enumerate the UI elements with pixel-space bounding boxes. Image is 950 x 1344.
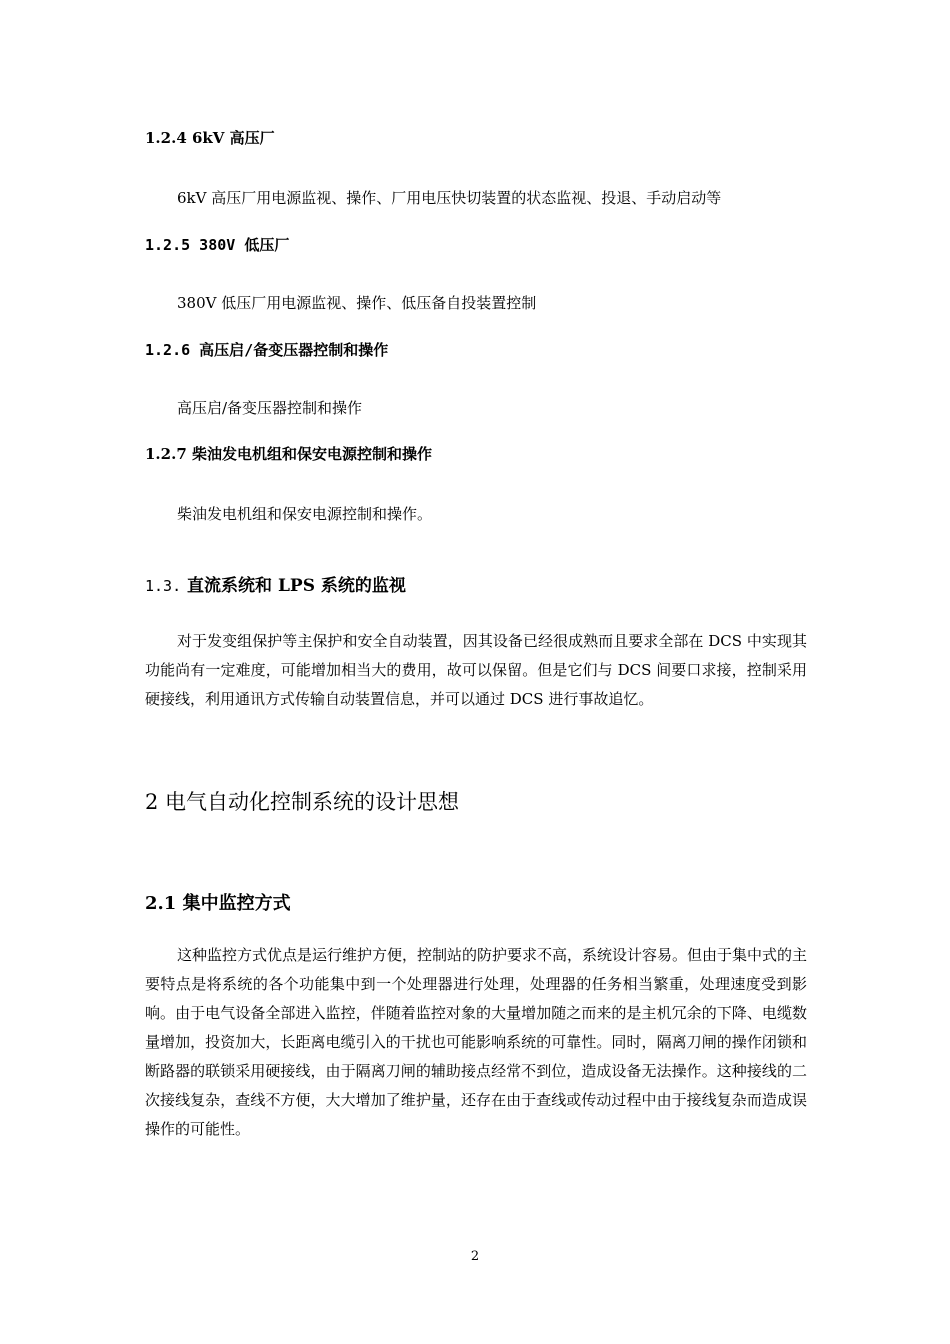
- paragraph-1-2-6: 高压启/备变压器控制和操作: [177, 399, 363, 417]
- heading-1-2-6: 1.2.6 高压启/备变压器控制和操作: [145, 341, 389, 359]
- page-number: 2: [470, 1249, 480, 1264]
- heading-2: 2 电气自动化控制系统的设计思想: [145, 790, 460, 814]
- heading-1-2-5: 1.2.5 380V 低压厂: [145, 236, 290, 254]
- paragraph-2-1: 这种监控方式优点是运行维护方便，控制站的防护要求不高，系统设计容易。但由于集中式的主要特点是将系统的各个功能集中到一个处理器进行处理，处理器的任务相当繁重，处理速度受到影响。由于电气设备全部进入监控，伴随着监控对象的大量增加随之而来的是主机冗余的下降、电缆数量增加，投资加大，长距离电缆引入的干扰也可能影响系统的可靠性。同时，隔离刀闸的操作闭锁和断路器的联锁采用硬接线，由于隔离刀闸的辅助接点经常不到位，造成设备无法操作。这种接线的二次接线复杂，查线不方便，大大增加了维护量，还存在由于查线或传动过程中由于接线复杂而造成误操作的可能性。: [145, 946, 808, 1138]
- heading-1-3: [145, 574, 807, 598]
- heading-1-3-title: 直流系统和 LPS 系统的监视: [187, 576, 406, 596]
- paragraph-1-2-4: 6kV 高压厂用电源监视、操作、厂用电压快切装置的状态监视、投退、手动启动等: [177, 189, 722, 207]
- paragraph-1-2-5: 380V 低压厂用电源监视、操作、低压备自投装置控制: [177, 294, 537, 312]
- heading-1-2-7: 1.2.7 柴油发电机组和保安电源控制和操作: [145, 445, 432, 463]
- paragraph-1-3: 对于发变组保护等主保护和安全自动装置，因其设备已经很成熟而且要求全部在 DCS 中实现其功能尚有一定难度，可能增加相当大的费用，故可以保留。但是它们与 DCS 间要口求接，控制采用硬接线，利用通讯方式传输自动装置信息，并可以通过 DCS 进行事故追忆。: [145, 632, 807, 708]
- paragraph-1-2-7: 柴油发电机组和保安电源控制和操作。: [177, 505, 433, 523]
- heading-1-3-number: 1.3.: [145, 577, 182, 595]
- heading-2-1: 2.1 集中监控方式: [145, 893, 291, 914]
- heading-1-2-4: 1.2.4 6kV 高压厂: [145, 129, 275, 147]
